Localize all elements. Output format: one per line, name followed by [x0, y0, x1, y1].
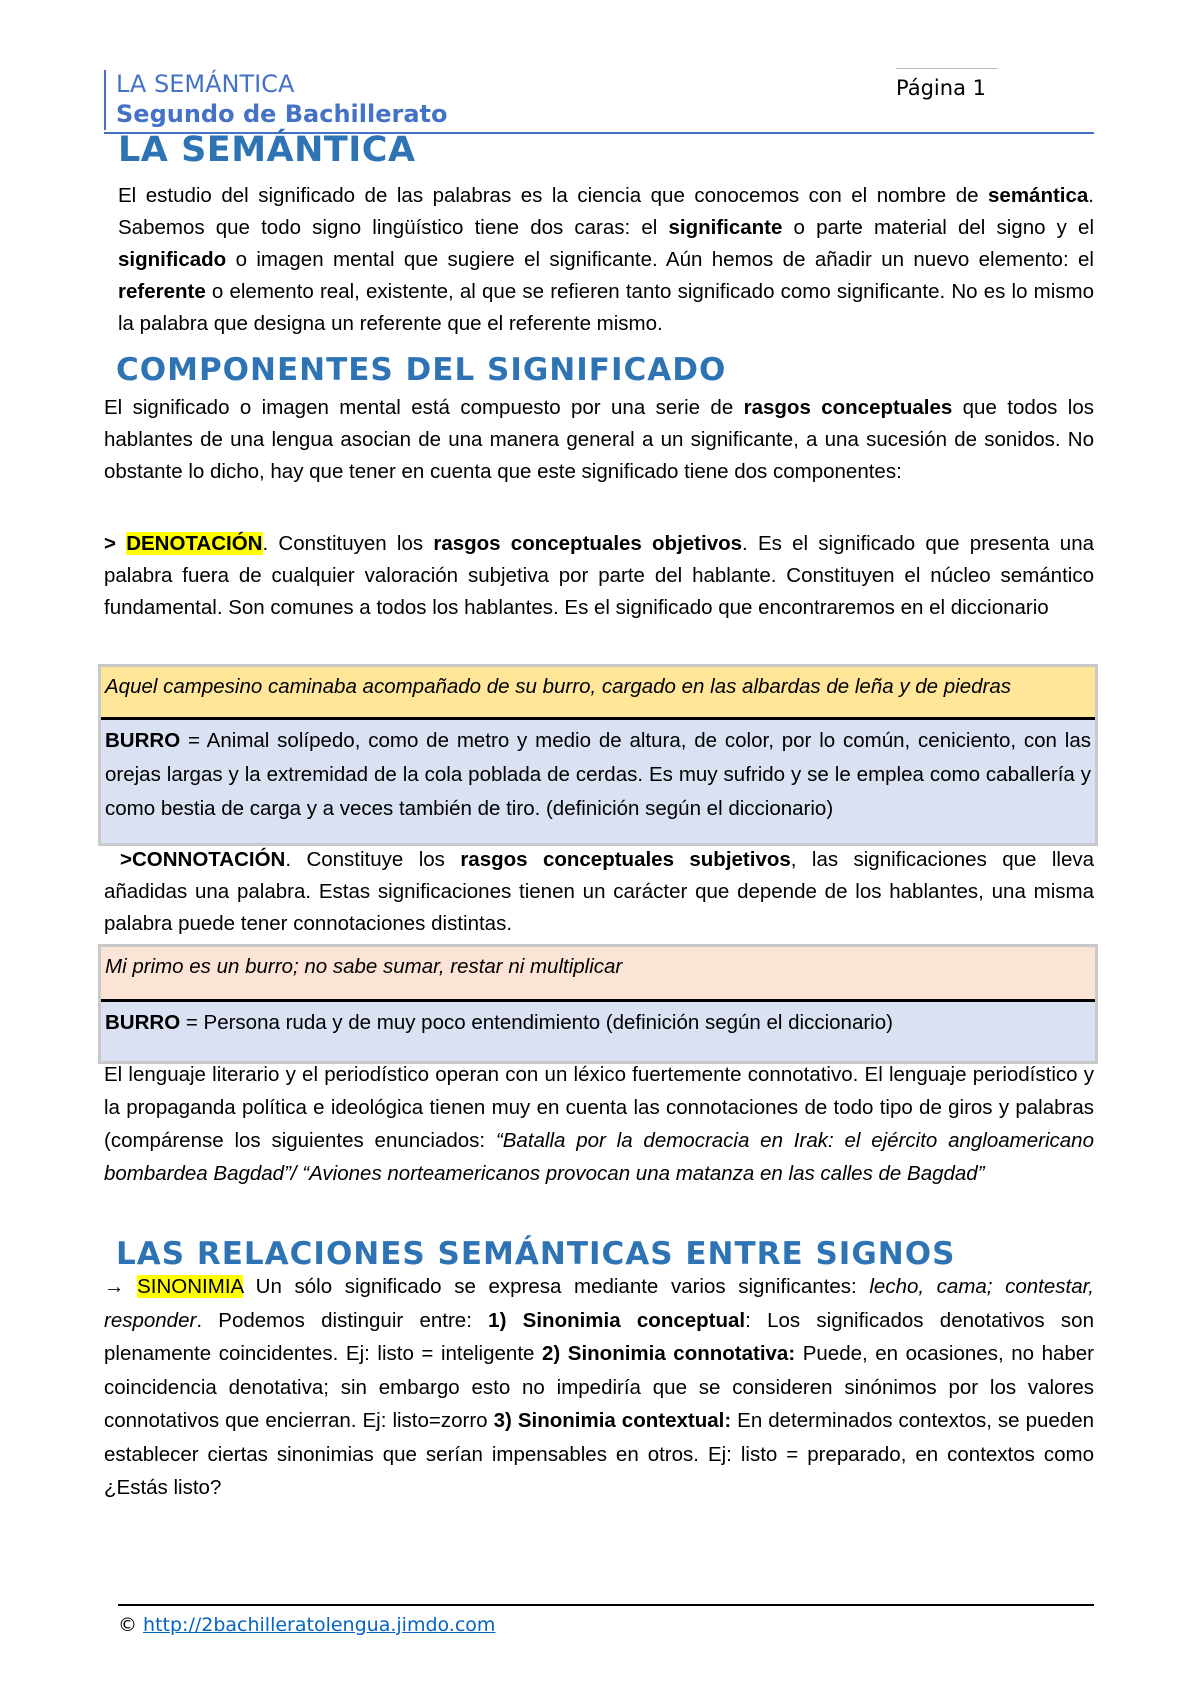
- bullet-marker: >: [104, 532, 127, 555]
- intro-text: El estudio del significado de las palabras es la ciencia que conocemos con el nombre de: [118, 184, 989, 207]
- example-sentence: Mi primo es un burro; no sabe sumar, restar ni multiplicar: [101, 947, 1095, 999]
- example-box-denotacion: [98, 664, 1098, 846]
- paragraph-text: . Constituye los: [285, 848, 461, 871]
- term-semantica: semántica: [988, 184, 1089, 207]
- paragraph-text: En determinados contextos, se pueden establecer ciertas sinonimias que serían impensables en otros. Ej: listo = preparado, en contextos como ¿Estás listo?: [104, 1409, 1095, 1499]
- paragraph-text: . Constituyen los: [262, 532, 434, 555]
- arrow-icon: →: [104, 1275, 138, 1298]
- example-words: lecho, cama; contestar, responder: [104, 1275, 1094, 1332]
- connotacion-paragraph: [104, 844, 1094, 940]
- page-number: Página 1: [896, 76, 986, 100]
- footer-rule: [118, 1604, 1094, 1606]
- paragraph-text: El significado o imagen mental está compuesto por una serie de: [104, 396, 744, 419]
- paragraph-text: . Podemos distinguir entre:: [196, 1308, 489, 1332]
- paragraph-text: El lenguaje literario y el periodístico operan con un léxico fuertemente connotativo. El lenguaje periodístico y la propaganda política e ideológica tienen muy en cuenta las connotaciones de todo tipo de giros y palabras (compárense los siguientes enunciados:: [104, 1063, 1094, 1152]
- lenguaje-paragraph: [104, 1058, 1094, 1190]
- intro-text: o elemento real, existente, al que se refieren tanto significado como significante. No es lo mismo la palabra que designa un referente que el referente mismo.: [118, 280, 1094, 335]
- page-footer: [118, 1614, 495, 1636]
- term-referente: referente: [118, 280, 206, 303]
- denotacion-paragraph: [104, 528, 1094, 624]
- definition-text: = Persona ruda y de muy poco entendimiento (definición según el diccionario): [180, 1011, 893, 1034]
- intro-text: o imagen mental que sugiere el significante. Aún hemos de añadir un nuevo elemento: el: [226, 248, 1094, 271]
- sinonimia-paragraph: [104, 1270, 1094, 1505]
- header-bar: [104, 70, 106, 130]
- intro-paragraph: [118, 180, 1094, 340]
- definition-text: = Animal solípedo, como de metro y medio de altura, de color, por lo común, ceniciento, con las orejas largas y la extremidad de la cola poblada de cerdas. Es muy sufrido y se le emplea como caballería y como bestia de carga y a veces también de tiro. (definición según el diccionario): [105, 729, 1091, 820]
- term-rasgos-conceptuales: rasgos conceptuales: [743, 396, 953, 419]
- term-significante: significante: [668, 216, 783, 239]
- quoted-headlines: “Batalla por la democracia en Irak: el ejército angloamericano bombardea Bagdad”/ “Aviones norteamericanos provocan una matanza en las calles de Bagdad”: [104, 1129, 1094, 1185]
- sinonimia-conceptual: 1) Sinonimia conceptual: [488, 1308, 746, 1332]
- header-title: LA SEMÁNTICA: [116, 70, 295, 98]
- example-sentence: Aquel campesino caminaba acompañado de su burro, cargado en las albardas de leña y de piedras: [101, 667, 1095, 717]
- footer-link[interactable]: http://2bachilleratolengua.jimdo.com: [143, 1614, 496, 1636]
- page-header: [104, 68, 1094, 134]
- paragraph-text: Un sólo significado se expresa mediante varios significantes:: [243, 1275, 870, 1298]
- term-objetivos: rasgos conceptuales objetivos: [433, 532, 743, 555]
- intro-text: o parte material del signo y el: [782, 216, 1095, 239]
- page-title: LA SEMÁNTICA: [118, 130, 416, 170]
- defined-term: BURRO: [105, 1011, 181, 1034]
- sinonimia-label: SINONIMIA: [137, 1275, 244, 1298]
- paragraph-text: , las significaciones que lleva añadidas una palabra. Estas significaciones tienen un carácter que depende de los hablantes, una misma palabra puede tener connotaciones distintas.: [104, 848, 1094, 935]
- sinonimia-contextual: 3) Sinonimia contextual:: [493, 1409, 732, 1432]
- page-number-rule: [896, 68, 998, 69]
- defined-term: BURRO: [105, 729, 181, 752]
- paragraph-text: . Es el significado que presenta una palabra fuera de cualquier valoración subjetiva por parte del hablante. Constituyen el núcleo semántico fundamental. Son comunes a todos los hablantes. Es el significado que encontraremos en el diccionario: [104, 532, 1095, 619]
- term-significado: significado: [118, 248, 227, 271]
- section-heading-relaciones: LAS RELACIONES SEMÁNTICAS ENTRE SIGNOS: [116, 1236, 956, 1272]
- header-subtitle: Segundo de Bachillerato: [116, 100, 448, 128]
- intro-text: . Sabemos que todo signo lingüístico tiene dos caras: el: [118, 184, 1094, 239]
- dictionary-definition: [101, 720, 1095, 843]
- sinonimia-connotativa: 2) Sinonimia connotativa:: [541, 1342, 796, 1365]
- section-heading-componentes: COMPONENTES DEL SIGNIFICADO: [116, 352, 727, 388]
- copyright-symbol: ©: [118, 1614, 144, 1636]
- connotacion-label: >CONNOTACIÓN: [120, 848, 286, 871]
- paragraph-text: que todos los hablantes de una lengua asocian de una manera general a un significante, a una sucesión de sonidos. No obstante lo dicho, hay que tener en cuenta que este significado tiene dos componentes:: [104, 396, 1094, 483]
- denotacion-label: DENOTACIÓN: [126, 532, 263, 555]
- paragraph-text: : Los significados denotativos son plenamente coincidentes. Ej: listo = inteligente: [104, 1308, 1094, 1365]
- paragraph-text: Puede, en ocasiones, no haber coincidencia denotativa; sin embargo esto no impediría que se consideren sinónimos por los valores connotativos que encierran. Ej: listo=zorro: [104, 1342, 1094, 1432]
- term-subjetivos: rasgos conceptuales subjetivos: [460, 848, 791, 871]
- dictionary-definition: [101, 1002, 1095, 1061]
- example-box-connotacion: [98, 944, 1098, 1064]
- componentes-paragraph: [104, 392, 1094, 488]
